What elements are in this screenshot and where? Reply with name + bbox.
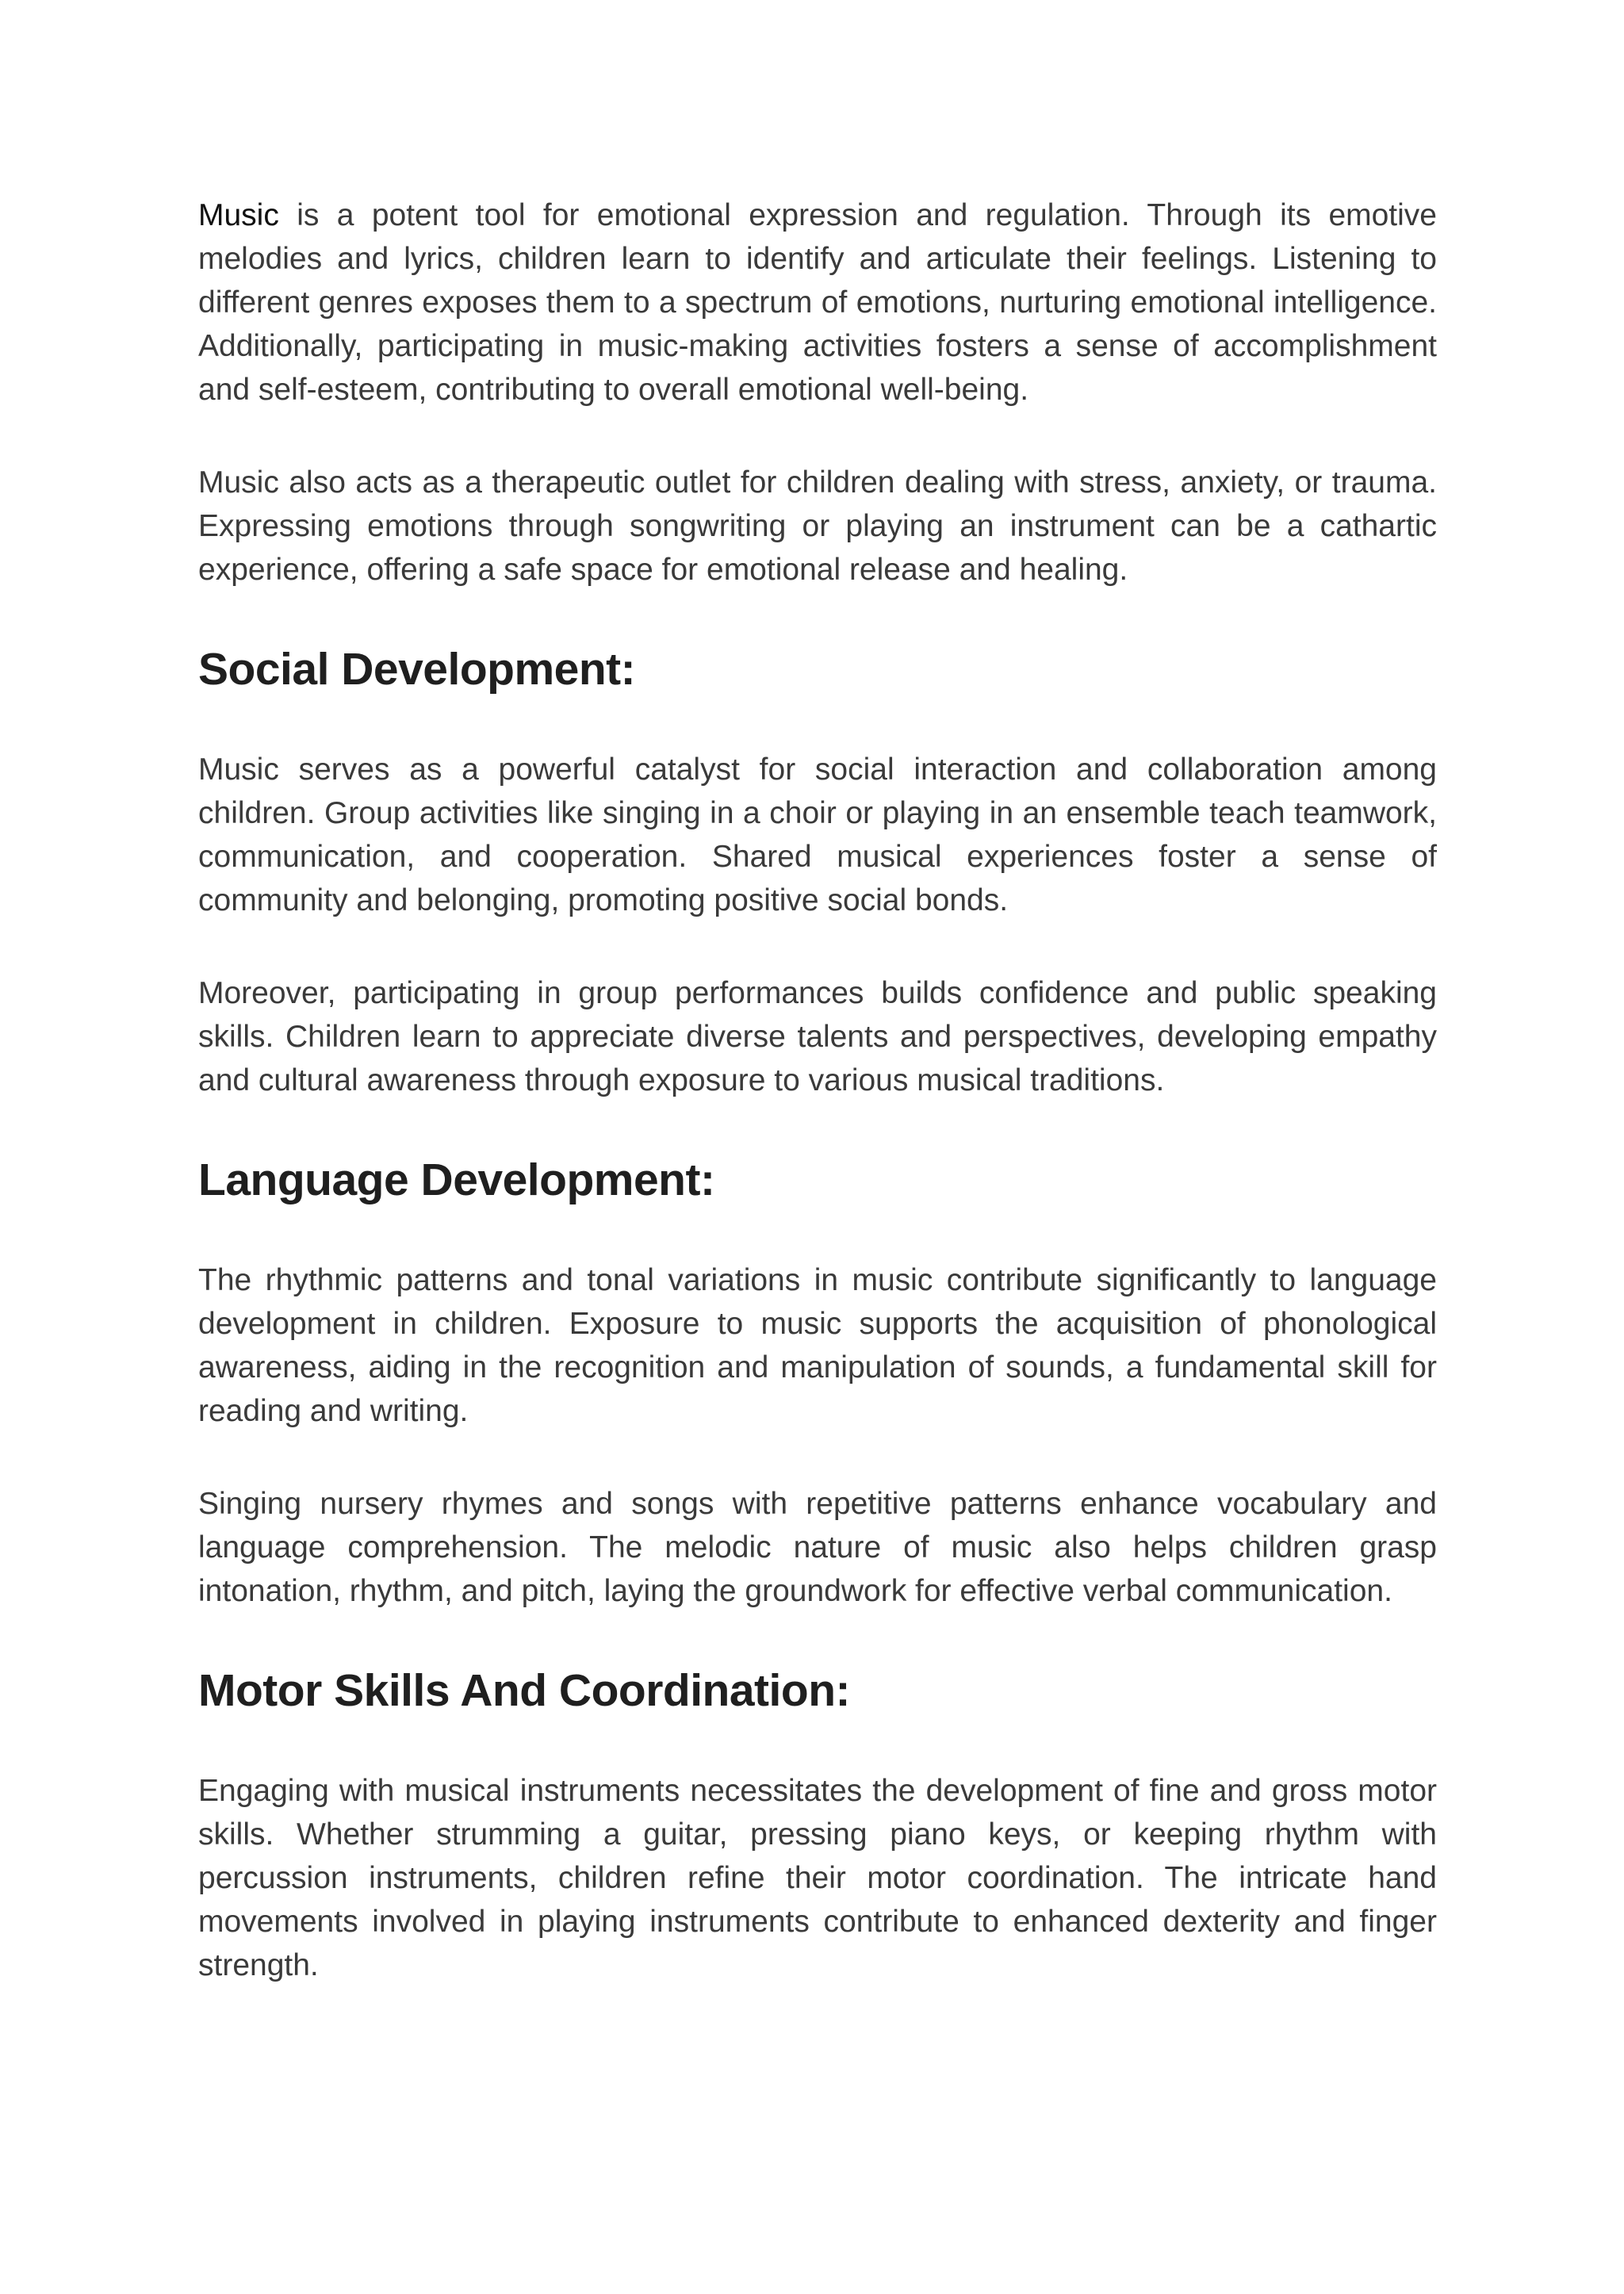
heading-social-development: Social Development: <box>198 644 636 695</box>
intro-first-word: Music <box>198 198 279 232</box>
heading-language-development: Language Development: <box>198 1155 715 1205</box>
document-body <box>198 193 1437 1987</box>
social-paragraph-1: Music serves as a powerful catalyst for social interaction and collaboration among children. Group activities like singing in a choir or playing in an ensemble teach teamwork, communication, and cooperation. Shared musical experiences foster a sense of community and belonging, promoting positive social bonds. <box>198 753 1437 917</box>
intro-paragraph-2: Music also acts as a therapeutic outlet for children dealing with stress, anxiety, or trauma. Expressing emotions through songwriting or playing an instrument can be a cathartic experience, offering a safe space for emotional release and healing. <box>198 465 1437 587</box>
intro-paragraph-1 <box>198 193 1437 412</box>
heading-motor-skills: Motor Skills And Coordination: <box>198 1665 850 1716</box>
motor-paragraph-1: Engaging with musical instruments necessitates the development of fine and gross motor skills. Whether strumming a guitar, pressing piano keys, or keeping rhythm with percussion instruments, children refine their motor coordination. The intricate hand movements involved in playing instruments contribute to enhanced dexterity and finger strength. <box>198 1774 1437 1982</box>
intro-paragraph-1-text: is a potent tool for emotional expression and regulation. Through its emotive melodies and lyrics, children learn to identify and articulate their feelings. Listening to different genres exposes them to a spectrum of emotions, nurturing emotional intelligence. Additionally, participating in music-making activities fosters a sense of accomplishment and self-esteem, contributing to overall emotional well-being. <box>198 198 1437 407</box>
language-paragraph-1: The rhythmic patterns and tonal variations in music contribute significantly to language development in children. Exposure to music supports the acquisition of phonological awareness, aiding in the recognition and manipulation of sounds, a fundamental skill for reading and writing. <box>198 1263 1437 1428</box>
social-paragraph-2: Moreover, participating in group performances builds confidence and public speaking skills. Children learn to appreciate diverse talents and perspectives, developing empathy and cultural awareness through exposure to various musical traditions. <box>198 976 1437 1097</box>
language-paragraph-2: Singing nursery rhymes and songs with repetitive patterns enhance vocabulary and language comprehension. The melodic nature of music also helps children grasp intonation, rhythm, and pitch, laying the groundwork for effective verbal communication. <box>198 1487 1437 1608</box>
